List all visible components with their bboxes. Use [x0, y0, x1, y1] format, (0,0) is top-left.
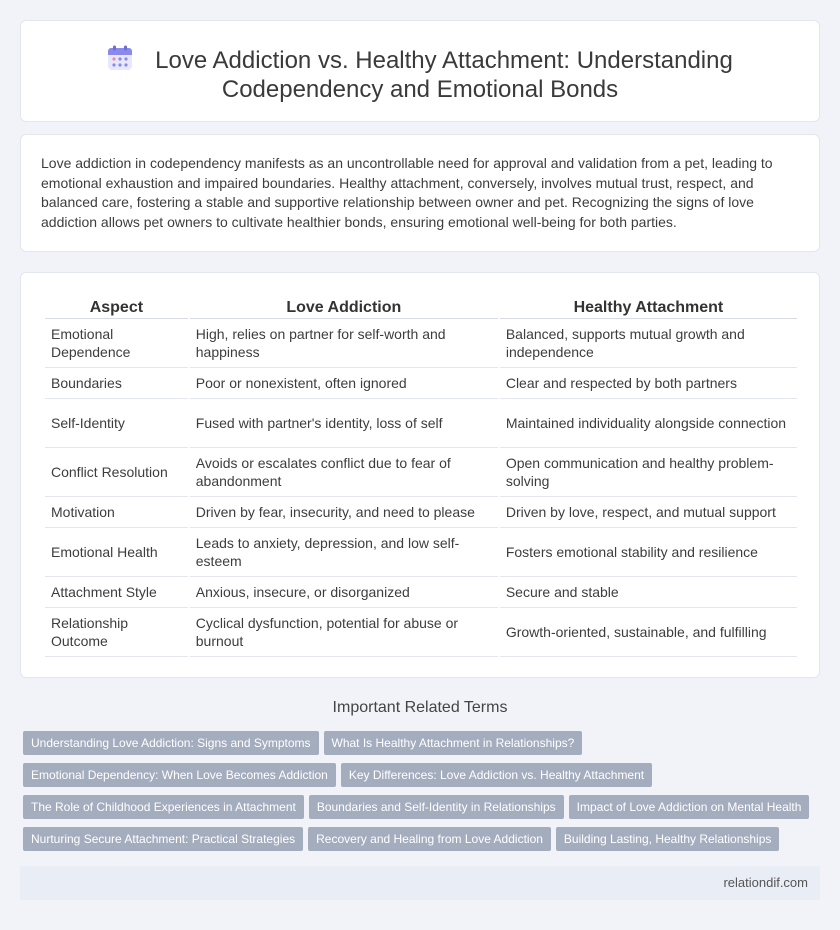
- intro-card: [20, 134, 820, 252]
- header-love-addiction: Love Addiction: [190, 297, 498, 319]
- table-row: [45, 319, 797, 368]
- table-row: [45, 448, 797, 497]
- related-term-link[interactable]: Key Differences: Love Addiction vs. Healthy Attachment: [341, 763, 652, 787]
- love-addiction-cell: Cyclical dysfunction, potential for abuse or burnout: [190, 608, 498, 657]
- aspect-cell: Motivation: [45, 497, 188, 528]
- healthy-attachment-cell: Clear and respected by both partners: [500, 368, 797, 399]
- related-term-link[interactable]: Boundaries and Self-Identity in Relationships: [309, 795, 564, 819]
- love-addiction-cell: Anxious, insecure, or disorganized: [190, 577, 498, 608]
- healthy-attachment-cell: Open communication and healthy problem-solving: [500, 448, 797, 497]
- aspect-cell: Boundaries: [45, 368, 188, 399]
- page-title: [21, 45, 819, 104]
- related-term-link[interactable]: Building Lasting, Healthy Relationships: [556, 827, 779, 851]
- related-terms-list: [23, 731, 823, 859]
- table-row: [45, 399, 797, 448]
- healthy-attachment-cell: Maintained individuality alongside connection: [500, 399, 797, 448]
- related-term-link[interactable]: Emotional Dependency: When Love Becomes Addiction: [23, 763, 336, 787]
- footer-site-name: relationdif.com: [723, 875, 808, 890]
- title-line-2: Codependency and Emotional Bonds: [221, 76, 619, 103]
- title-line-1: Love Addiction vs. Healthy Attachment: Understanding: [155, 47, 733, 74]
- table-header-row: [45, 297, 797, 319]
- love-addiction-cell: Fused with partner's identity, loss of self: [190, 399, 498, 448]
- table-row: [45, 577, 797, 608]
- related-term-link[interactable]: Recovery and Healing from Love Addiction: [308, 827, 551, 851]
- table-row: [45, 528, 797, 577]
- healthy-attachment-cell: Balanced, supports mutual growth and independence: [500, 319, 797, 368]
- comparison-card: [20, 272, 820, 678]
- related-term-link[interactable]: The Role of Childhood Experiences in Attachment: [23, 795, 304, 819]
- table-row: [45, 608, 797, 657]
- related-term-link[interactable]: Impact of Love Addiction on Mental Health: [569, 795, 810, 819]
- related-term-link[interactable]: Understanding Love Addiction: Signs and Symptoms: [23, 731, 319, 755]
- love-addiction-cell: Avoids or escalates conflict due to fear of abandonment: [190, 448, 498, 497]
- aspect-cell: Relationship Outcome: [45, 608, 188, 657]
- table-row: [45, 497, 797, 528]
- comparison-table: [43, 297, 799, 657]
- aspect-cell: Conflict Resolution: [45, 448, 188, 497]
- healthy-attachment-cell: Secure and stable: [500, 577, 797, 608]
- related-term-link[interactable]: What Is Healthy Attachment in Relationships?: [324, 731, 583, 755]
- header-aspect: Aspect: [45, 297, 188, 319]
- table-row: [45, 368, 797, 399]
- footer: [20, 866, 820, 900]
- aspect-cell: Emotional Dependence: [45, 319, 188, 368]
- header-healthy-attachment: Healthy Attachment: [500, 297, 797, 319]
- love-addiction-cell: Poor or nonexistent, often ignored: [190, 368, 498, 399]
- calendar-icon: [107, 45, 133, 71]
- love-addiction-cell: High, relies on partner for self-worth and happiness: [190, 319, 498, 368]
- aspect-cell: Self-Identity: [45, 399, 188, 448]
- love-addiction-cell: Driven by fear, insecurity, and need to please: [190, 497, 498, 528]
- healthy-attachment-cell: Fosters emotional stability and resilience: [500, 528, 797, 577]
- related-terms-title: Important Related Terms: [332, 699, 508, 716]
- healthy-attachment-cell: Growth-oriented, sustainable, and fulfilling: [500, 608, 797, 657]
- aspect-cell: Attachment Style: [45, 577, 188, 608]
- title-card: [20, 20, 820, 122]
- related-term-link[interactable]: Nurturing Secure Attachment: Practical Strategies: [23, 827, 303, 851]
- love-addiction-cell: Leads to anxiety, depression, and low self-esteem: [190, 528, 498, 577]
- intro-paragraph: Love addiction in codependency manifests as an uncontrollable need for approval and validation from a pet, leading to emotional exhaustion and impaired boundaries. Healthy attachment, conversely, involves mutual trust, respect, and balanced care, fostering a stable and supportive relationship between owner and pet. Recognizing the signs of love addiction allows pet owners to cultivate healthier bonds, ensuring emotional well-being for both parties.: [41, 155, 773, 230]
- healthy-attachment-cell: Driven by love, respect, and mutual support: [500, 497, 797, 528]
- aspect-cell: Emotional Health: [45, 528, 188, 577]
